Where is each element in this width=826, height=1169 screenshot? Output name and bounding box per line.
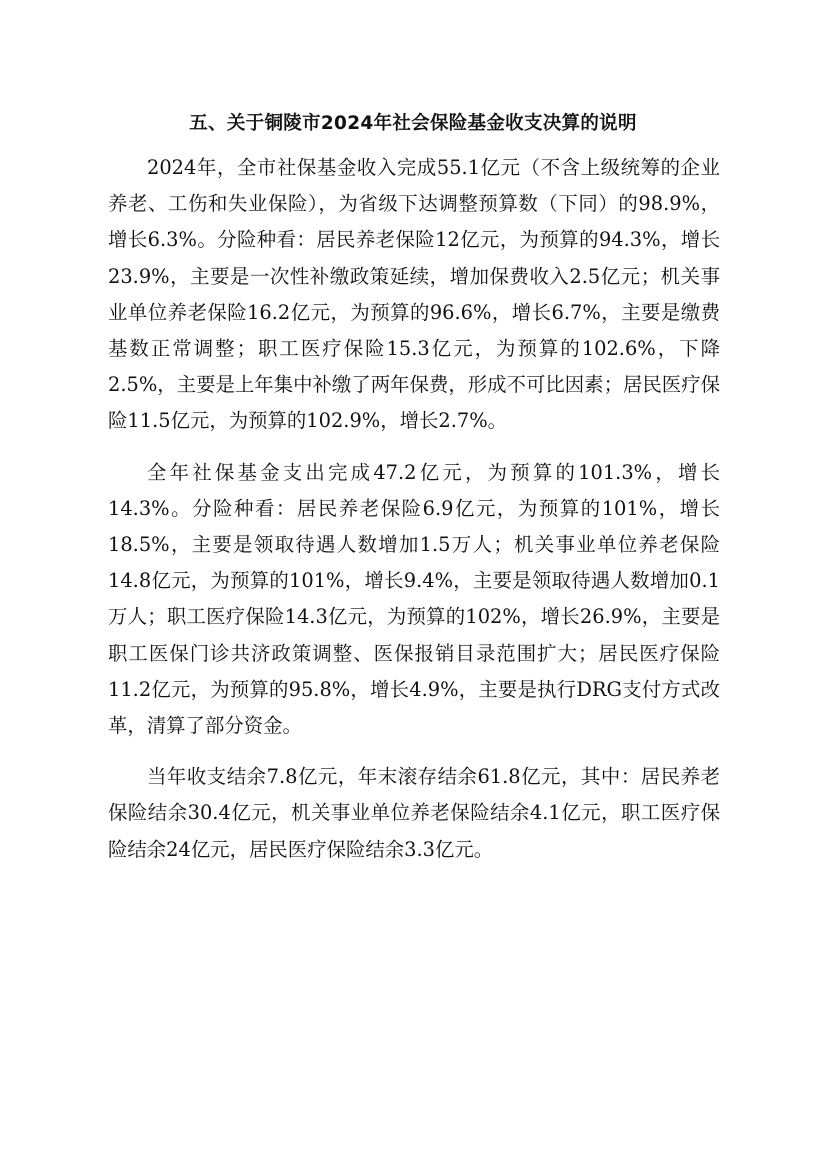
document-body — [108, 150, 720, 883]
paragraph-income: 2024年，全市社保基金收入完成55.1亿元（不含上级统筹的企业养老、工伤和失业保险），为省级下达调整预算数（下同）的98.9%，增长6.3%。分险种看：居民养老保险12亿元，为预算的94.3%，增长23.9%，主要是一次性补缴政策延续，增加保费收入2.5亿元；机关事业单位养老保险16.2亿元，为预算的96.6%，增长6.7%，主要是缴费基数正常调整；职工医疗保险15.3亿元，为预算的102.6%，下降2.5%，主要是上年集中补缴了两年保费，形成不可比因素；居民医疗保险11.5亿元，为预算的102.9%，增长2.7%。 — [108, 156, 720, 433]
section-heading: 五、关于铜陵市2024年社会保险基金收支决算的说明 — [189, 113, 637, 134]
paragraph-balance: 当年收支结余7.8亿元，年末滚存结余61.8亿元，其中：居民养老保险结余30.4亿元，机关事业单位养老保险结余4.1亿元，职工医疗保险结余24亿元，居民医疗保险结余3.3亿元。 — [108, 765, 720, 861]
paragraph-expenditure: 全年社保基金支出完成47.2亿元，为预算的101.3%，增长14.3%。分险种看：居民养老保险6.9亿元，为预算的101%，增长18.5%，主要是领取待遇人数增加1.5万人；机关事业单位养老保险14.8亿元，为预算的101%，增长9.4%，主要是领取待遇人数增加0.1万人；职工医疗保险14.3亿元，为预算的102%，增长26.9%，主要是职工医保门诊共济政策调整、医保报销目录范围扩大；居民医疗保险11.2亿元，为预算的95.8%，增长4.9%，主要是执行DRG支付方式改革，清算了部分资金。 — [108, 460, 720, 738]
